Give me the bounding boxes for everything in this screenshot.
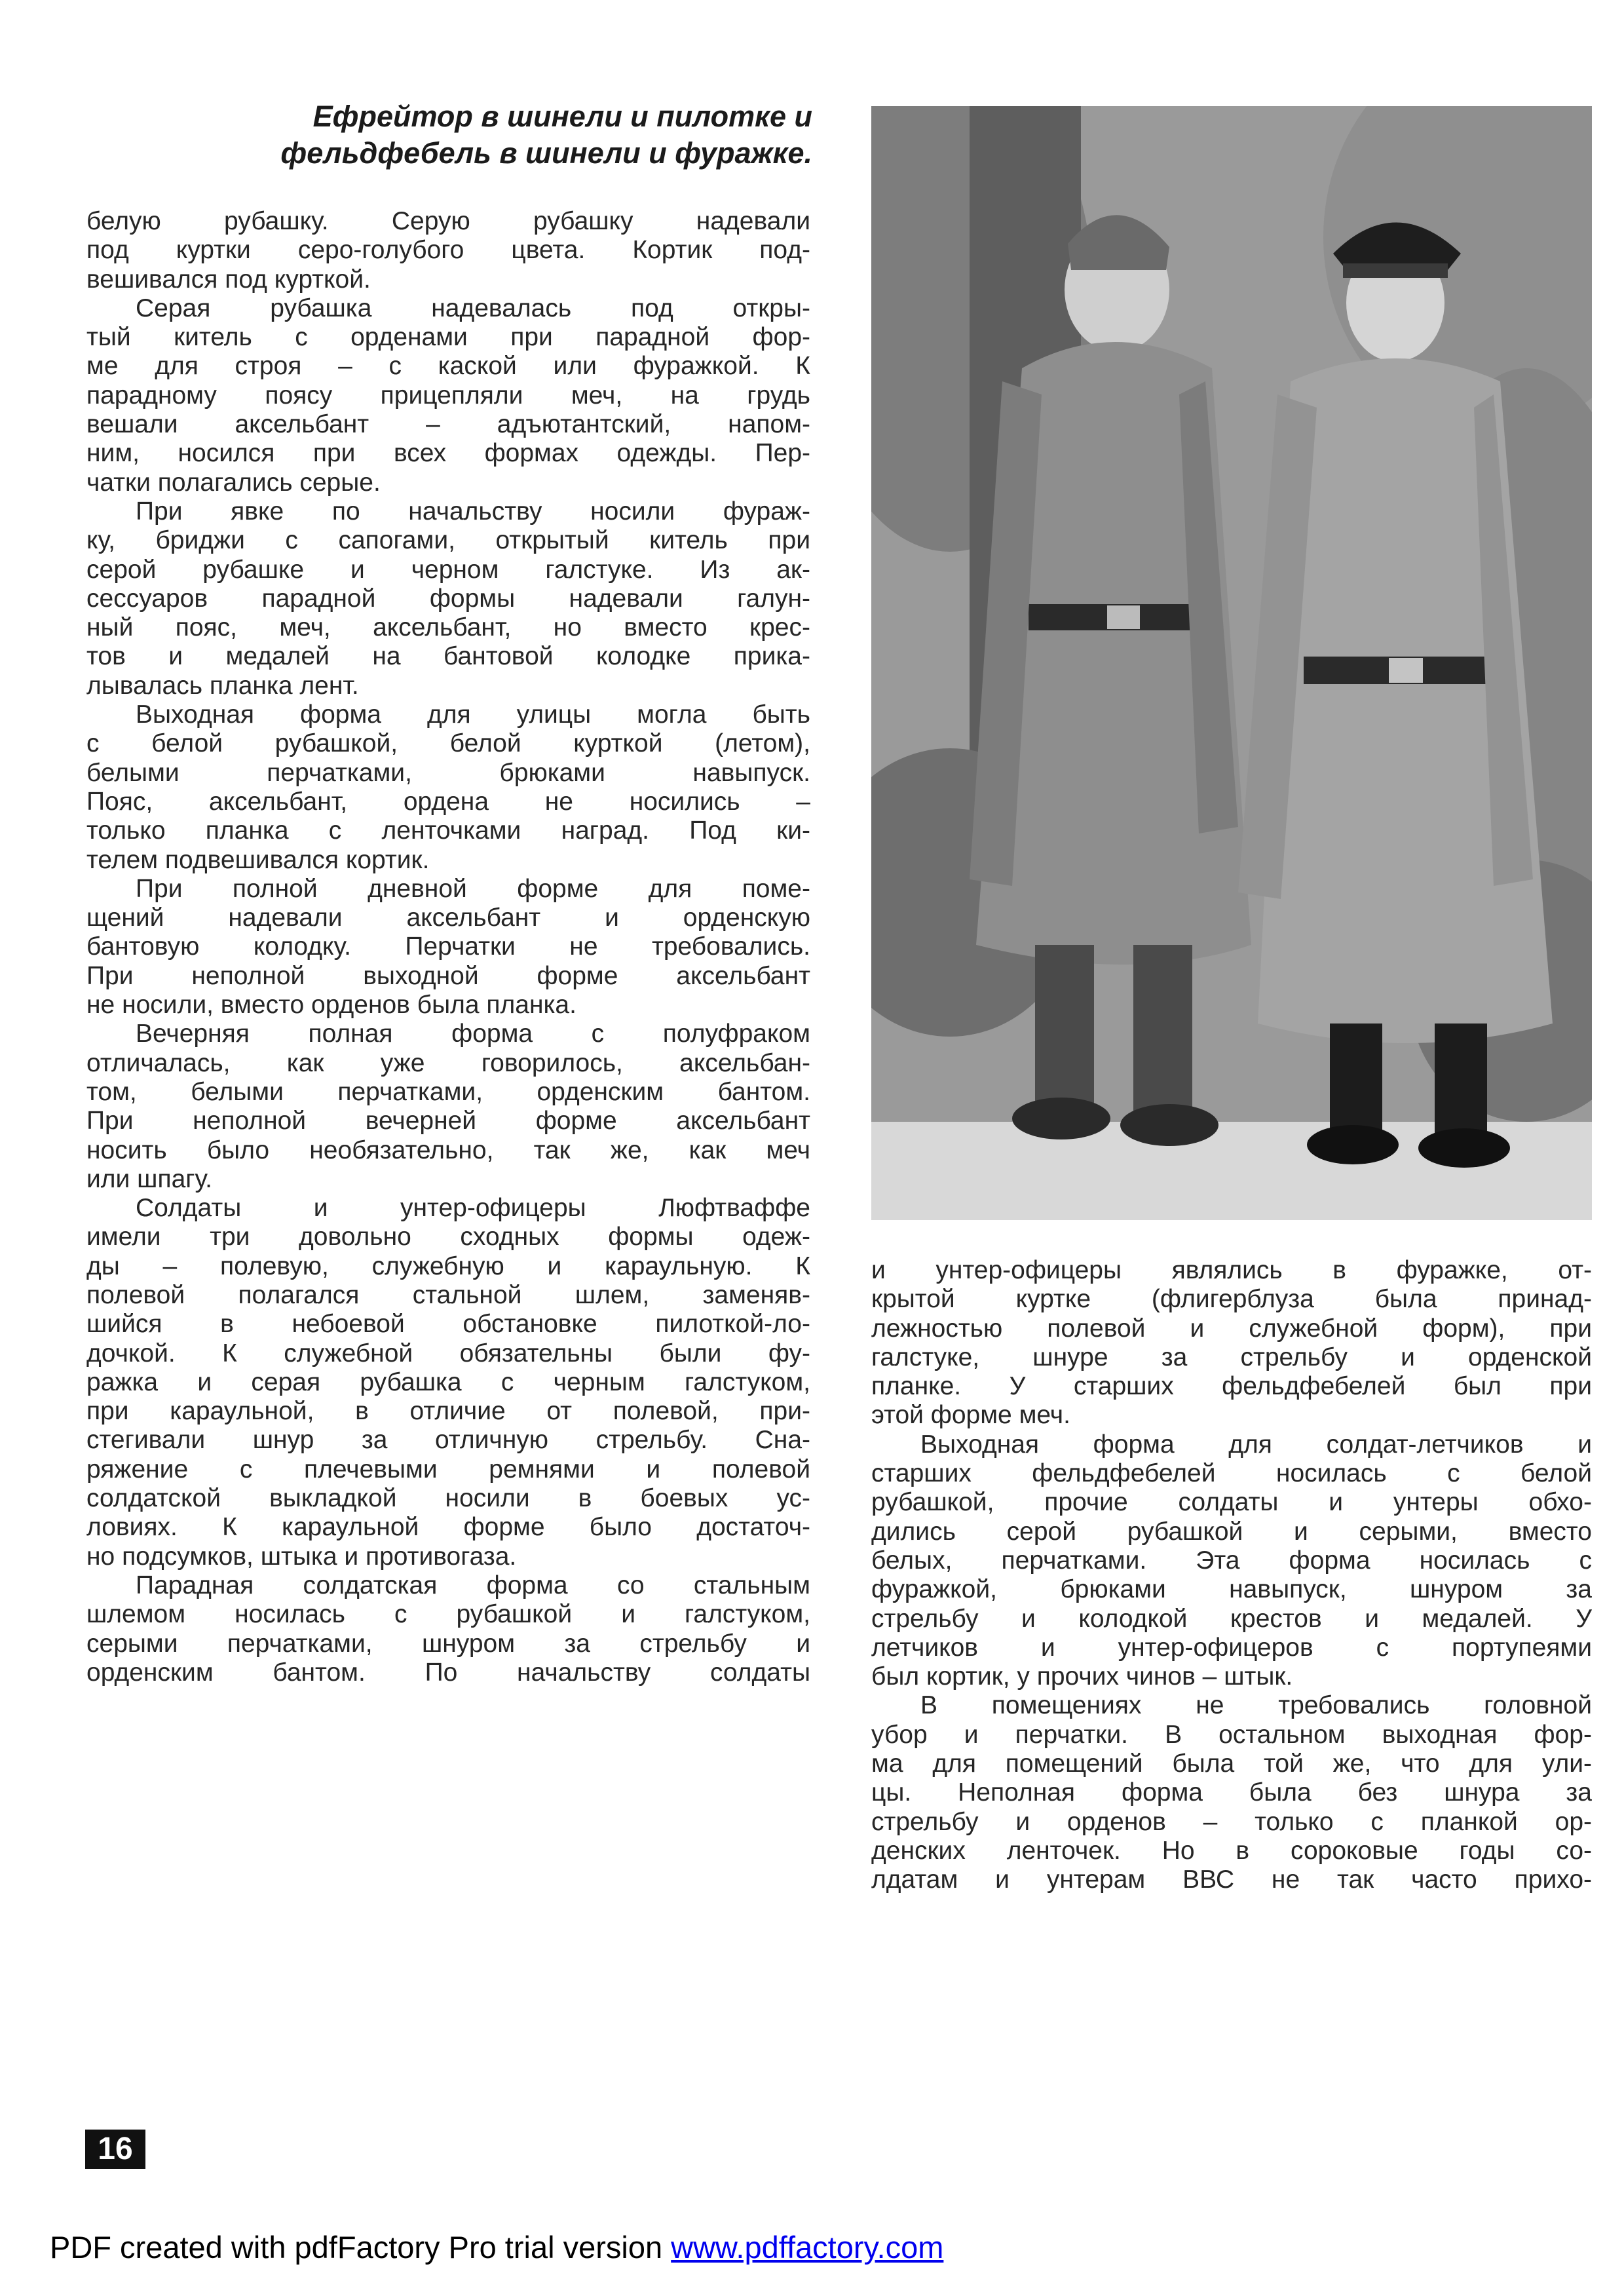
text-line: дились серой рубашкой и серыми, вместо xyxy=(871,1517,1592,1546)
page-number: 16 xyxy=(85,2130,145,2169)
text-line: Парадная солдатская форма со стальным xyxy=(136,1571,810,1599)
text-line: Вечерняя полная форма с полуфраком xyxy=(136,1020,810,1048)
text-line: шийся в небоевой обстановке пилоткой-ло- xyxy=(86,1310,810,1339)
text-line: с белой рубашкой, белой курткой (летом), xyxy=(86,729,810,758)
text-line: ряжение с плечевыми ремнями и полевой xyxy=(86,1455,810,1483)
text-line: чатки полагались серые. xyxy=(86,468,381,497)
footer-link[interactable]: www.pdffactory.com xyxy=(671,2230,944,2265)
text-line: бантовую колодку. Перчатки не требовались. xyxy=(86,932,810,961)
photo-caption xyxy=(157,98,812,172)
text-line: крытой куртке (флигерблуза была принад- xyxy=(871,1285,1592,1314)
text-line: старших фельдфебелей носилась с белой xyxy=(871,1459,1592,1488)
text-line: серой рубашке и черном галстуке. Из ак- xyxy=(86,555,810,584)
text-line: Выходная форма для солдат-летчиков и xyxy=(920,1430,1592,1459)
text-line: При неполной выходной форме аксельбант xyxy=(86,961,810,990)
caption-line-1: Ефрейтор в шинели и пилотке и xyxy=(312,100,812,133)
text-line: Выходная форма для улицы могла быть xyxy=(136,700,810,729)
text-line: лежностью полевой и служебной форм), при xyxy=(871,1314,1592,1343)
text-line: был кортик, у прочих чинов – штык. xyxy=(871,1662,1293,1691)
text-line: том, белыми перчатками, орденским бантом. xyxy=(86,1077,810,1106)
text-line: ловиях. К караульной форме было достаточ- xyxy=(86,1513,810,1542)
text-line: Серая рубашка надевалась под откры- xyxy=(136,294,810,322)
text-line: но подсумков, штыка и противогаза. xyxy=(86,1542,517,1571)
text-line: имели три довольно сходных формы одеж- xyxy=(86,1223,810,1252)
text-line: белую рубашку. Серую рубашку надевали xyxy=(86,207,810,235)
text-line: фуражкой, брюками навыпуск, шнуром за xyxy=(871,1575,1592,1604)
text-line: ним, носился при всех формах одежды. Пер- xyxy=(86,439,810,468)
text-line: носить было необязательно, так же, как меч xyxy=(86,1136,810,1164)
text-line: при караульной, в отличие от полевой, при- xyxy=(86,1397,810,1426)
text-line: стрельбу и орденов – только с планкой ор- xyxy=(871,1807,1592,1836)
text-line: телем подвешивался кортик. xyxy=(86,845,430,874)
text-line: сессуаров парадной формы надевали галун- xyxy=(86,584,810,613)
text-line: полевой полагался стальной шлем, заменяв- xyxy=(86,1280,810,1309)
text-line: вешали аксельбант – адъютантский, напом- xyxy=(86,410,810,439)
text-line: ражка и серая рубашка с черным галстуком, xyxy=(86,1368,810,1396)
photograph-two-soldiers xyxy=(871,106,1592,1220)
text-line: стегивали шнур за отличную стрельбу. Сна- xyxy=(86,1426,810,1455)
text-line: тов и медалей на бантовой колодке прика- xyxy=(86,642,810,671)
text-line: этой форме меч. xyxy=(871,1401,1070,1430)
text-column-left xyxy=(86,207,810,1687)
text-line: денских ленточек. Но в сороковые годы со- xyxy=(871,1836,1592,1865)
text-line: При явке по начальству носили фураж- xyxy=(136,497,810,526)
text-line: щений надевали аксельбант и орденскую xyxy=(86,904,810,932)
text-line: отличалась, как уже говорилось, аксельбан- xyxy=(86,1048,810,1077)
text-line: парадному поясу прицепляли меч, на грудь xyxy=(86,381,810,410)
pdf-footer xyxy=(50,2229,943,2265)
text-line: шлемом носилась с рубашкой и галстуком, xyxy=(86,1600,810,1629)
text-line: ма для помещений была той же, что для ули- xyxy=(871,1750,1592,1778)
text-line: белыми перчатками, брюками навыпуск. xyxy=(86,758,810,787)
text-line: При неполной вечерней форме аксельбант xyxy=(86,1107,810,1136)
caption-line-2: фельдфебель в шинели и фуражке. xyxy=(280,136,812,170)
text-line: рубашкой, прочие солдаты и унтеры обхо- xyxy=(871,1488,1592,1517)
text-line: планке. У старших фельдфебелей был при xyxy=(871,1372,1592,1401)
text-line: солдатской выкладкой носили в боевых ус- xyxy=(86,1484,810,1513)
text-line: лдатам и унтерам ВВС не так часто прихо- xyxy=(871,1866,1592,1894)
text-line: ды – полевую, служебную и караульную. К xyxy=(86,1252,810,1280)
text-line: под куртки серо-голубого цвета. Кортик под- xyxy=(86,236,810,265)
text-line: летчиков и унтер-офицеров с портупеями xyxy=(871,1633,1592,1662)
text-line: вешивался под курткой. xyxy=(86,265,371,294)
text-line: или шпагу. xyxy=(86,1164,212,1193)
text-line: стрельбу и колодкой крестов и медалей. У xyxy=(871,1604,1592,1633)
text-column-right xyxy=(871,1256,1592,1895)
text-line: тый китель с орденами при парадной фор- xyxy=(86,323,810,352)
text-line: Пояс, аксельбант, ордена не носились – xyxy=(86,787,810,816)
footer-text: PDF created with pdfFactory Pro trial version xyxy=(50,2230,671,2265)
text-line: и унтер-офицеры являлись в фуражке, от- xyxy=(871,1256,1592,1284)
text-line: белых, перчатками. Эта форма носилась с xyxy=(871,1546,1592,1575)
text-line: ный пояс, меч, аксельбант, но вместо крес- xyxy=(86,613,810,642)
text-line: ку, бриджи с сапогами, открытый китель при xyxy=(86,526,810,555)
text-line: только планка с ленточками наград. Под ки- xyxy=(86,816,810,845)
text-line: цы. Неполная форма была без шнура за xyxy=(871,1778,1592,1807)
text-line: ме для строя – с каской или фуражкой. К xyxy=(86,352,810,381)
text-line: не носили, вместо орденов была планка. xyxy=(86,991,576,1020)
text-line: галстуке, шнуре за стрельбу и орденской xyxy=(871,1343,1592,1371)
photo-illustration xyxy=(871,106,1592,1220)
text-line: убор и перчатки. В остальном выходная фор- xyxy=(871,1720,1592,1749)
text-line: В помещениях не требовались головной xyxy=(920,1691,1592,1720)
text-line: дочкой. К служебной обязательны были фу- xyxy=(86,1339,810,1368)
text-line: При полной дневной форме для поме- xyxy=(136,874,810,903)
text-line: Солдаты и унтер-офицеры Люфтваффе xyxy=(136,1194,810,1223)
text-line: орденским бантом. По начальству солдаты xyxy=(86,1658,810,1687)
text-line: лывалась планка лент. xyxy=(86,671,359,700)
text-line: серыми перчатками, шнуром за стрельбу и xyxy=(86,1629,810,1658)
